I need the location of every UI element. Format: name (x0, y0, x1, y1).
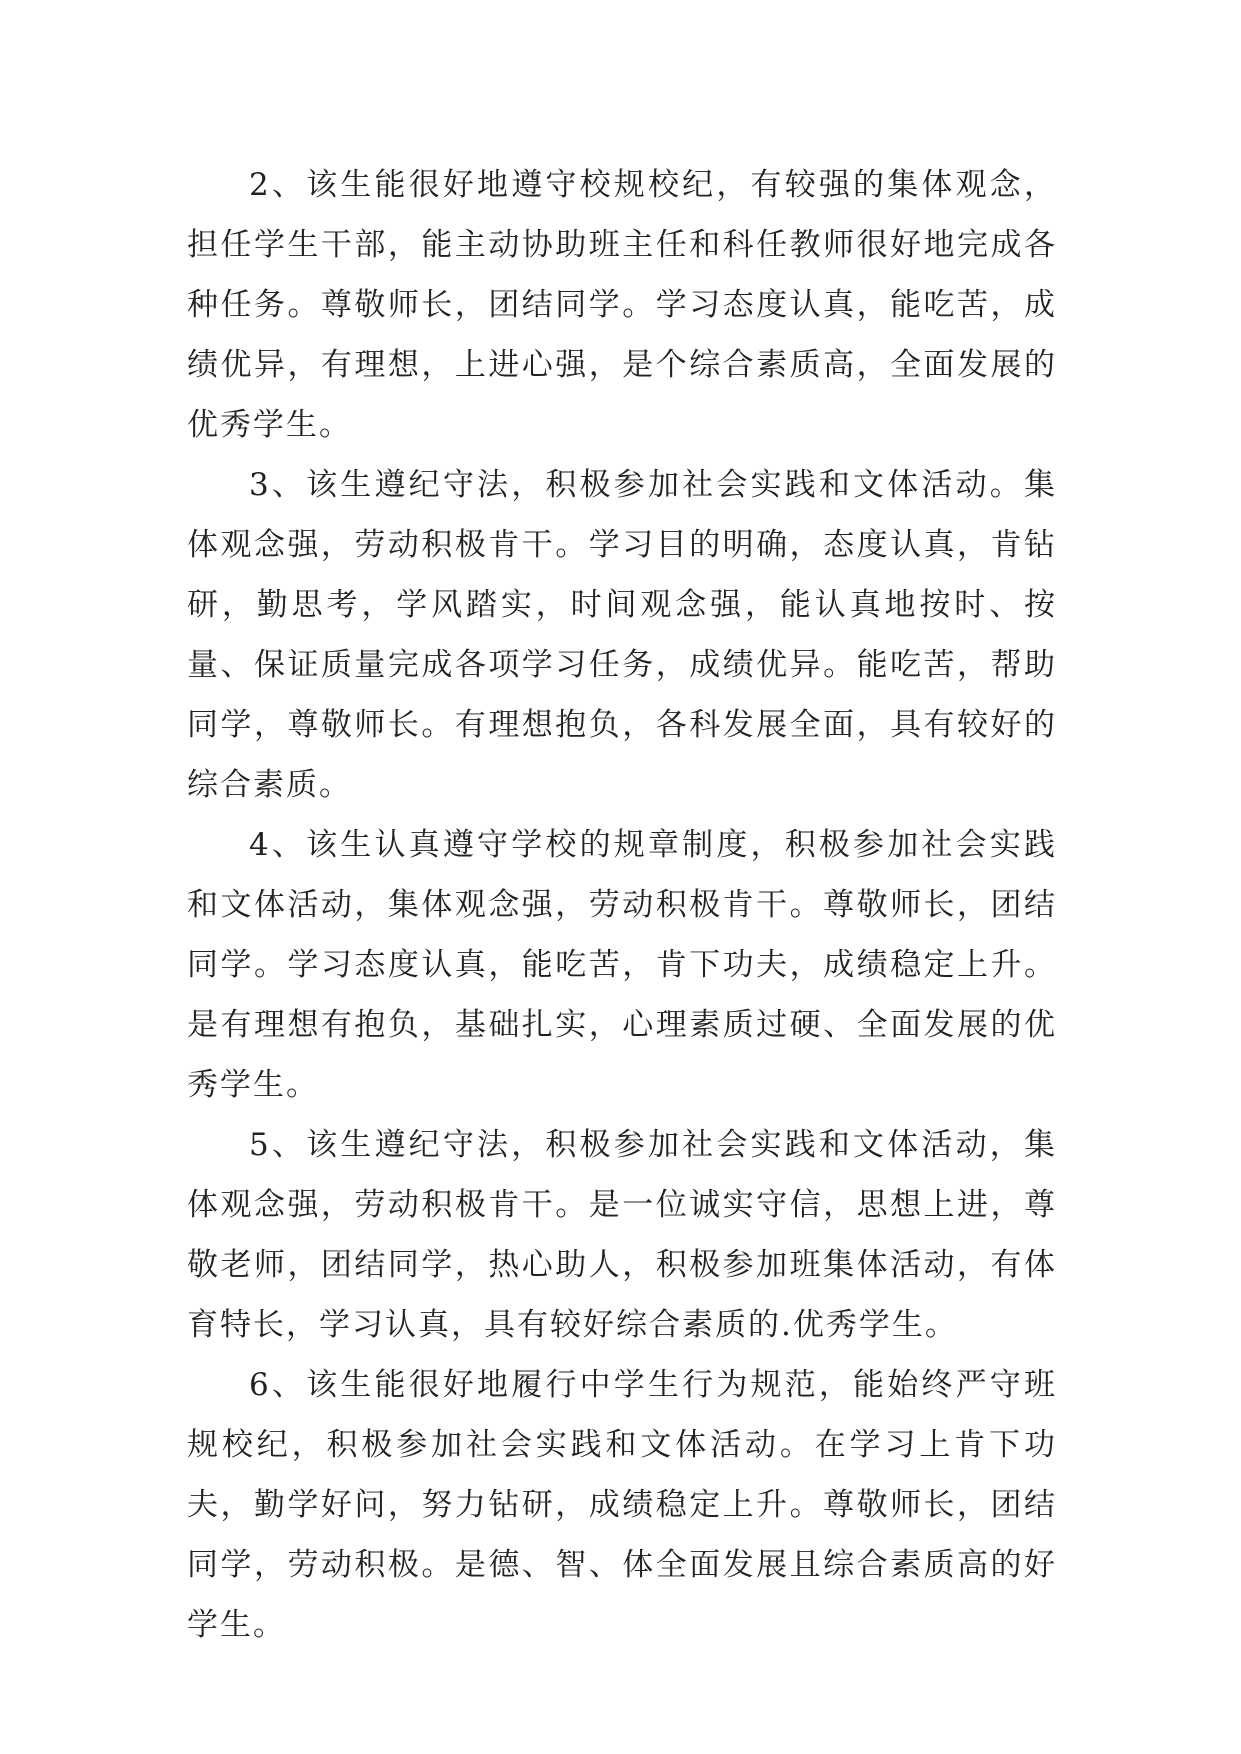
paragraph-2: 2、该生能很好地遵守校规校纪，有较强的集体观念，担任学生干部，能主动协助班主任和科任教师很好地完成各种任务。尊敬师长，团结同学。学习态度认真，能吃苦，成绩优异，有理想，上进心强，是个综合素质高，全面发展的优秀学生。 (187, 167, 1057, 443)
paragraph-3: 3、该生遵纪守法，积极参加社会实践和文体活动。集体观念强，劳动积极肯干。学习目的明确，态度认真，肯钻研，勤思考，学风踏实，时间观念强，能认真地按时、按量、保证质量完成各项学习任务，成绩优异。能吃苦，帮助同学，尊敬师长。有理想抱负，各科发展全面，具有较好的综合素质。 (187, 467, 1057, 803)
paragraph-6: 6、该生能很好地履行中学生行为规范，能始终严守班规校纪，积极参加社会实践和文体活动。在学习上肯下功夫，勤学好问，努力钻研，成绩稳定上升。尊敬师长，团结同学，劳动积极。是德、智、体全面发展且综合素质高的好学生。 (187, 1367, 1057, 1643)
document-body (187, 155, 1057, 1655)
paragraph-5: 5、该生遵纪守法，积极参加社会实践和文体活动，集体观念强，劳动积极肯干。是一位诚实守信，思想上进，尊敬老师，团结同学，热心助人，积极参加班集体活动，有体育特长，学习认真，具有较好综合素质的.优秀学生。 (187, 1127, 1057, 1343)
paragraph-4: 4、该生认真遵守学校的规章制度，积极参加社会实践和文体活动，集体观念强，劳动积极肯干。尊敬师长，团结同学。学习态度认真，能吃苦，肯下功夫，成绩稳定上升。是有理想有抱负，基础扎实，心理素质过硬、全面发展的优秀学生。 (187, 827, 1057, 1103)
